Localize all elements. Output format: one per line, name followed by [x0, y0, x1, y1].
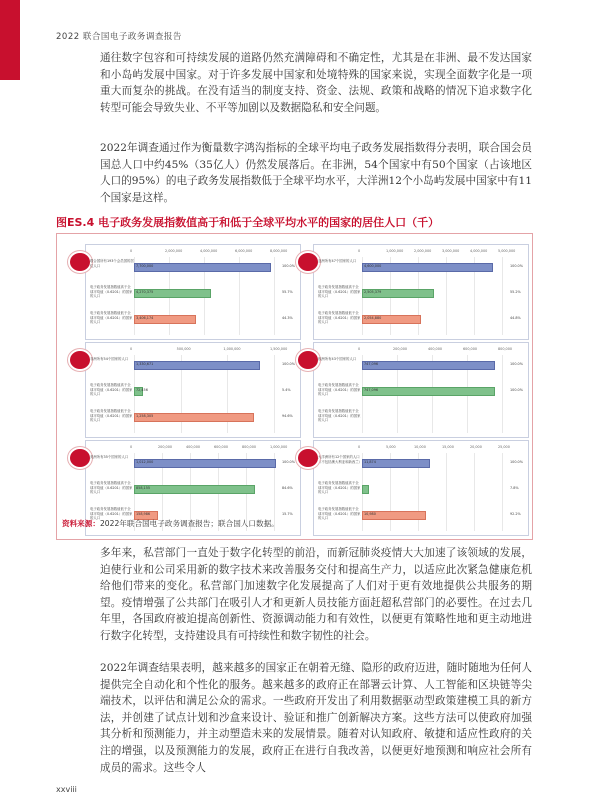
axis-tick-label: 5,000,000	[498, 249, 516, 253]
chart-bar	[362, 361, 495, 370]
chart-row	[314, 311, 528, 331]
chart-panel-oceania	[313, 440, 529, 536]
row-label: 亚洲所有47个国家的人口	[318, 259, 357, 263]
axis-tick-label: 0	[358, 249, 361, 253]
axis-tick-label: 0	[358, 445, 361, 449]
bar-percent-label: 55.2%	[510, 290, 521, 294]
bar-percent-label: 100.0%	[282, 460, 295, 464]
bar-percent-label: 100.0%	[282, 264, 295, 268]
chart-bar	[362, 263, 493, 272]
bar-value-label: 747,096	[364, 362, 379, 366]
row-label: 电子政务发展指数值低于全球平均值（0.6201）的国家的人口	[90, 409, 133, 423]
bar-percent-label: 94.6%	[282, 414, 293, 418]
bar-value-label: 747,096	[364, 388, 379, 392]
row-label: 美洲所有35个国家的人口	[90, 455, 129, 459]
axis-tick-label: 0	[358, 347, 361, 351]
axis-tick-label: 1,000,000	[223, 347, 241, 351]
bar-percent-label: 55.7%	[282, 290, 293, 294]
bar-percent-label: 44.3%	[282, 316, 293, 320]
bar-percent-label: 5.4%	[282, 388, 291, 392]
row-label: 电子政务发展指数值高于全球平均值（0.6201）的国家的人口	[90, 285, 133, 299]
row-label: 大洋洲所有12个国家的人口（不包括澳大利亚和新西兰）	[318, 455, 363, 464]
row-label: 电子政务发展指数值低于全球平均值（0.6201）的国家的人口	[318, 311, 361, 325]
axis-tick-label: 1,000,000	[386, 249, 404, 253]
bar-percent-label: 84.6%	[282, 486, 293, 490]
chart-x-axis	[354, 249, 524, 255]
bar-percent-label: 100.0%	[510, 388, 523, 392]
paragraph-3: 多年来，私营部门一直处于数字化转型的前沿，而新冠肺炎疫情大大加速了该领域的发展，迫使行业和公司采用新的数字技术来改善服务交付和提高生产力，以适应此次紧急健康危机给他们带来的变化。私营部门加速数字化发展提高了人们对于更有效地提供公共服务的期望。疫情增强了公共部门在吸引人才和更新人员技能方面赶超私营部门的必要性。在过去几年里，各国政府被迫提高创新性、资源调动能力和有效性，以便更有策略性地和更主动地进行数字化转型，支持建设具有可持续性和数字韧性的社会。	[100, 547, 532, 642]
bar-value-label: 3,406,174	[136, 316, 154, 320]
chart-x-axis	[354, 347, 524, 353]
page-number: xxviii	[56, 785, 77, 794]
axis-tick-label: 3,000,000	[442, 249, 460, 253]
bar-value-label: 4,600,000	[364, 264, 382, 268]
chart-row	[314, 357, 528, 377]
figure-source: 资料来源：2022年联合国电子政务调查报告；联合国人口数据。	[62, 519, 279, 528]
chart-row	[314, 383, 528, 403]
bar-value-label: 158,986	[136, 512, 151, 516]
row-label: 欧洲所有43个国家的人口	[318, 357, 357, 361]
bar-value-label: 1,330,671	[136, 362, 154, 366]
figure-title: 图ES.4 电子政务发展指数值高于和低于全球平均水平的国家的居住人口（千）	[56, 216, 440, 229]
axis-tick-label: 0	[130, 347, 133, 351]
paragraph-1: 通往数字包容和可持续发展的道路仍然充满障碍和不确定性，尤其是在非洲、最不发达国家和小岛屿发展中国家。对于许多发展中国家和处境特殊的国家来说，实现全面数字化是一项重大而复杂的挑战。在没有适当的制度支持、资金、法规、政策和战略的情况下追求数字化转型可能会导致失业、不平等加剧以及数据隐私和安全问题。	[100, 52, 532, 114]
chart-x-axis	[126, 347, 296, 353]
chart-row	[86, 383, 300, 403]
axis-tick-label: 8,000,000	[270, 249, 288, 253]
chart-row	[86, 357, 300, 377]
chart-row	[86, 259, 300, 279]
bar-percent-label: 44.8%	[510, 316, 521, 320]
chart-row	[314, 285, 528, 305]
axis-tick-label: 800,000	[498, 347, 513, 351]
bar-percent-label: 15.7%	[282, 512, 293, 516]
row-label: 联合国所有193个会员国的居住人口	[90, 259, 134, 268]
axis-tick-label: 15,000	[442, 445, 454, 449]
bar-value-label: 2,054,880	[364, 316, 382, 320]
row-label: 电子政务发展指数值低于全球平均值（0.6201）的国家的人口	[90, 311, 133, 325]
bar-percent-label: 100.0%	[282, 362, 295, 366]
row-label: 电子政务发展指数值低于全球平均值（0.6201）的国家的人口	[318, 409, 361, 423]
axis-tick-label: 20,000	[470, 445, 482, 449]
chart-bar	[134, 459, 276, 468]
bar-value-label: 858,155	[136, 486, 151, 490]
axis-tick-label: 0	[130, 445, 133, 449]
bar-value-label: 72,456	[136, 388, 148, 392]
chart-row	[86, 409, 300, 429]
bar-value-label: 11,874	[364, 460, 376, 464]
axis-tick-label: 4,000,000	[470, 249, 488, 253]
row-label: 电子政务发展指数值低于全球平均值（0.6201）的国家的人口	[318, 507, 361, 521]
row-label: 非洲所有54个国家的人口	[90, 357, 129, 361]
chart-bar	[362, 387, 495, 396]
bar-percent-label: 100.0%	[510, 264, 523, 268]
axis-tick-label: 500,000	[176, 347, 191, 351]
axis-tick-label: 800,000	[242, 445, 257, 449]
row-label: 电子政务发展指数值高于全球平均值（0.6201）的国家的人口	[90, 383, 133, 397]
chart-panel-europe	[313, 342, 529, 438]
chart-row	[314, 481, 528, 501]
chart-x-axis	[354, 445, 524, 451]
bar-percent-label: 92.2%	[510, 512, 521, 516]
chart-x-axis	[126, 249, 296, 255]
bar-percent-label: 7.8%	[510, 486, 519, 490]
axis-tick-label: 1,000,000	[270, 445, 288, 449]
paragraph-2: 2022年调查通过作为衡量数字鸿沟指标的全球平均电子政务发展指数得分表明，联合国会员国总人口中约45%（35亿人）仍然发展落后。在非洲，54个国家中有50个国家（占该地区人口的95%）的电子政务发展指数低于全球平均水平，大洋洲12个小岛屿发展中国家中有11个国家是这样。	[100, 142, 532, 204]
chart-bar	[134, 485, 255, 494]
chart-row	[86, 455, 300, 475]
bar-percent-label: 100.0%	[510, 362, 523, 366]
row-label: 电子政务发展指数值高于全球平均值（0.6201）的国家的人口	[318, 481, 361, 495]
row-label: 电子政务发展指数值低于全球平均值（0.6201）的国家的人口	[90, 507, 133, 521]
axis-tick-label: 6,000,000	[235, 249, 253, 253]
paragraph-4: 2022年调查结果表明，越来越多的国家正在朝着无缝、隐形的政府迈进，随时随地为任何人提供完全自动化和个性化的服务。越来越多的政府正在部署云计算、人工智能和区块链等尖端技术，以评估和满足公众的需求。一些政府开发出了利用数据驱动型政策建模工具的新方法，并创建了试点计划和沙盒来设计、验证和推广创新解决方案。这些方法可以使政府加强其分析和预测能力，并主动塑造未来的发展情景。随着对认知政府、敏捷和适应性政府的关注的增强，以及预测能力的发展，政府正在进行自我改善，以便更好地预测和响应社会所有成员的需求。这些令人	[100, 662, 532, 774]
running-header: 2022 联合国电子政务调查报告	[56, 32, 182, 42]
bar-value-label: 10,980	[364, 512, 376, 516]
axis-tick-label: 200,000	[393, 347, 408, 351]
bar-value-label: 1,258,305	[136, 414, 154, 418]
chart-row	[86, 285, 300, 305]
chart-panel-asia	[313, 244, 529, 340]
axis-tick-label: 2,000,000	[414, 249, 432, 253]
row-label: 电子政务发展指数值高于全球平均值（0.6201）的国家的人口	[318, 383, 361, 397]
bar-value-label: 2,505,379	[364, 290, 382, 294]
axis-tick-label: 5,000	[386, 445, 396, 449]
chart-bar	[362, 485, 369, 494]
axis-tick-label: 10,000	[414, 445, 426, 449]
axis-tick-label: 1,500,000	[270, 347, 288, 351]
row-label: 电子政务发展指数值高于全球平均值（0.6201）的国家的人口	[318, 285, 361, 299]
chart-row	[314, 507, 528, 527]
axis-tick-label: 600,000	[214, 445, 229, 449]
axis-tick-label: 4,000,000	[200, 249, 218, 253]
chart-row	[86, 481, 300, 501]
row-label: 电子政务发展指数值高于全球平均值（0.6201）的国家的人口	[90, 481, 133, 495]
axis-tick-label: 200,000	[158, 445, 173, 449]
axis-tick-label: 600,000	[463, 347, 478, 351]
axis-tick-label: 400,000	[428, 347, 443, 351]
chart-panel-africa	[85, 342, 301, 438]
axis-tick-label: 2,000,000	[165, 249, 183, 253]
axis-tick-label: 400,000	[186, 445, 201, 449]
chart-row	[314, 455, 528, 475]
bar-value-label: 7,700,000	[136, 264, 154, 268]
chart-bar	[134, 263, 271, 272]
chart-row	[314, 409, 528, 429]
bar-percent-label: 100.0%	[510, 460, 523, 464]
chart-x-axis	[126, 445, 296, 451]
axis-tick-label: 0	[130, 249, 133, 253]
chart-row	[86, 311, 300, 331]
chart-panel-world	[85, 244, 301, 340]
chart-row	[314, 259, 528, 279]
bar-value-label: 1,012,000	[136, 460, 154, 464]
header-accent-bar	[0, 0, 20, 80]
figure-container	[56, 233, 533, 540]
bar-value-label: 4,270,375	[136, 290, 154, 294]
axis-tick-label: 25,000	[498, 445, 510, 449]
